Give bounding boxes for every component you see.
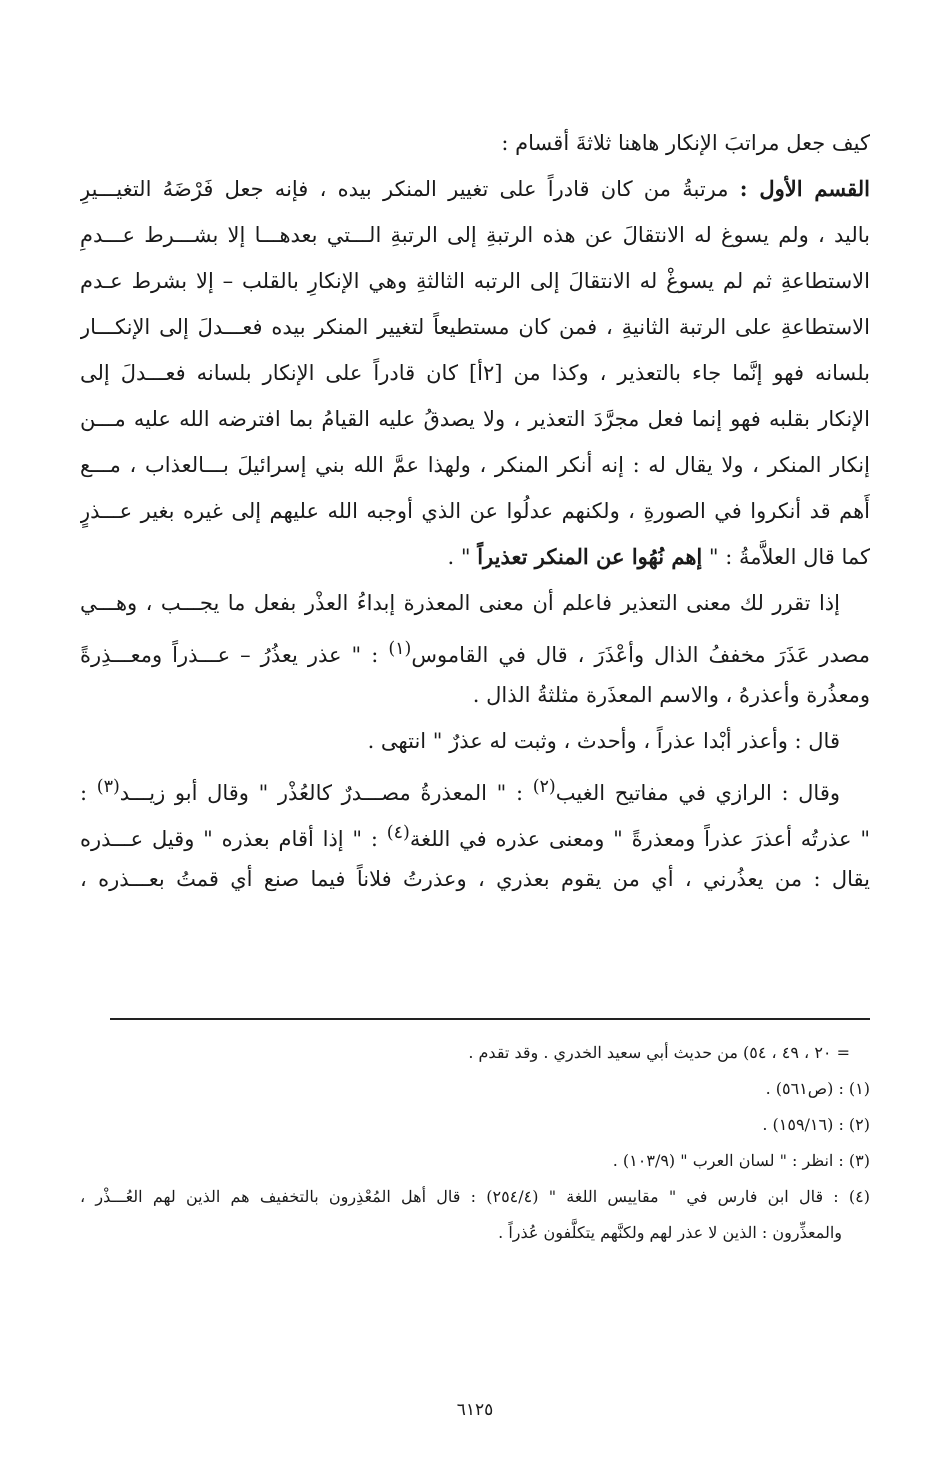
text-line: كيف جعل مراتبَ الإنكار هاهنا ثلاثةَ أقسام : xyxy=(501,131,870,155)
text-segment: " . xyxy=(447,545,471,569)
text-line: يقال : من يعذُرني ، أي من يقوم بعذري ، وعذرتُ فلاناً فيما صنع أي قمتُ بعـــذره ، xyxy=(80,867,870,891)
footnote-4-line2: والمعذِّرون : الذين لا عذر لهم ولكنَّهم يتكلَّفون عُذراً . xyxy=(498,1223,842,1242)
text-line xyxy=(80,534,870,580)
footnote-marker: (١) xyxy=(388,639,412,659)
text-segment: كما قال العلاَّمةُ : " xyxy=(708,545,870,569)
text-line: إذا تقرر لك معنى التعذير فاعلم أن معنى المعذرة إبداءُ العذْر بفعل ما يجـــب ، وهـــي xyxy=(80,591,840,615)
footnote-marker: (٣) xyxy=(96,777,120,797)
text-segment: مرتبةُ من كان قادراً على تغيير المنكر بيده ، فإنه جعل فَرْضَهُ التغيـــيرِ xyxy=(80,177,729,201)
text-line: إنكار المنكر ، ولا يقال له : إنه أنكر المنكر ، ولهذا عمَّ الله بني إسرائيلَ بـــالعذاب ، مـــع xyxy=(80,453,870,477)
text-line xyxy=(80,626,870,672)
footnote-marker: (٢) xyxy=(532,777,556,797)
text-line xyxy=(80,810,870,856)
quote-bold: إهم نُهُوا عن المنكر تعذيراً xyxy=(477,544,703,569)
text-line: بلسانه فهو إنَّما جاء بالتعذير ، وكذا من [٢أ] كان قادراً على الإنكار بلسانه فعـــدلَ إلى xyxy=(80,361,870,385)
text-segment: : " عذر يعذُرُ – عـــذراً ومعـــذِرةً xyxy=(80,643,389,667)
footnote-4-line1: (٤) : قال ابن فارس في " مقاييس اللغة " (٢٥٤/٤) : قال أهل المُعْذِرون بالتخفيف هم الذين لهم العُـــذْر ، xyxy=(80,1187,870,1206)
footnote-3: (٣) : انظر : " لسان العرب " (١٠٣/٩) . xyxy=(612,1151,870,1170)
footnote-continued: = ٢٠ ، ٤٩ ، ٥٤) من حديث أبي سعيد الخدري . وقد تقدم . xyxy=(468,1043,850,1062)
text-segment: وقال : الرازي في مفاتيح الغيب xyxy=(555,781,840,805)
text-line xyxy=(80,166,870,212)
footnote-marker: (٤) xyxy=(386,823,410,843)
text-line: باليد ، ولم يسوغ له الانتقالَ عن هذه الرتبةِ إلى الرتبةِ الـــتي بعدهـــا إلا بشـــرط عـــدمِ xyxy=(80,223,870,247)
text-line: الإنكار بقلبه فهو إنما فعل مجرَّدَ التعذير ، ولا يصدقُ عليه القيامُ بما افترضه الله عليه مـــن xyxy=(80,407,870,431)
text-line xyxy=(80,764,870,810)
text-segment: مصدر عَذَرَ مخففُ الذال وأعْذَرَ ، قال في القاموس xyxy=(411,643,870,667)
footnote-2: (٢) : (١٥٩/١٦) . xyxy=(762,1115,870,1134)
text-segment: : xyxy=(80,781,97,805)
text-segment: " عذرتُه أعذرَ عذراً ومعذرةً " ومعنى عذره في اللغة xyxy=(409,827,870,851)
text-line: الاستطاعةِ على الرتبة الثانيةِ ، فمن كان مستطيعاً لتغيير المنكر بيده فعـــدلَ إلى الإنكـــار xyxy=(80,315,870,339)
section-heading: القسم الأول : xyxy=(739,176,870,201)
main-text-body xyxy=(80,120,870,902)
footnote-divider xyxy=(110,1018,870,1020)
text-line: أَهم قد أنكروا في الصورةِ ، ولكنهم عدلُوا عن الذي أوجبه الله عليهم إلى غيره بغير عـــذرٍ xyxy=(80,499,870,523)
page-number: ٦١٢٥ xyxy=(456,1400,494,1420)
footnote-1: (١) : (ص٥٦١) . xyxy=(765,1079,870,1098)
footnotes-section xyxy=(80,1035,870,1251)
text-line: قال : وأعذر أبْدا عذراً ، وأحدث ، وثبت له عذرٌ " انتهى . xyxy=(367,729,840,753)
text-segment: : " المعذرةُ مصـــدرٌ كالعُذْر " وقال أبو زيـــد xyxy=(119,781,533,805)
text-line: الاستطاعةِ ثم لم يسوغْ له الانتقالَ إلى الرتبه الثالثةِ وهي الإنكارِ بالقلب – إلا بشرط عـدم xyxy=(80,269,870,293)
text-line: ومعذُرة وأعذرهُ ، والاسم المعذَرة مثلثةُ الذال . xyxy=(472,683,870,707)
text-segment: : " إذا أقام بعذره " وقيل عـــذره xyxy=(80,827,387,851)
